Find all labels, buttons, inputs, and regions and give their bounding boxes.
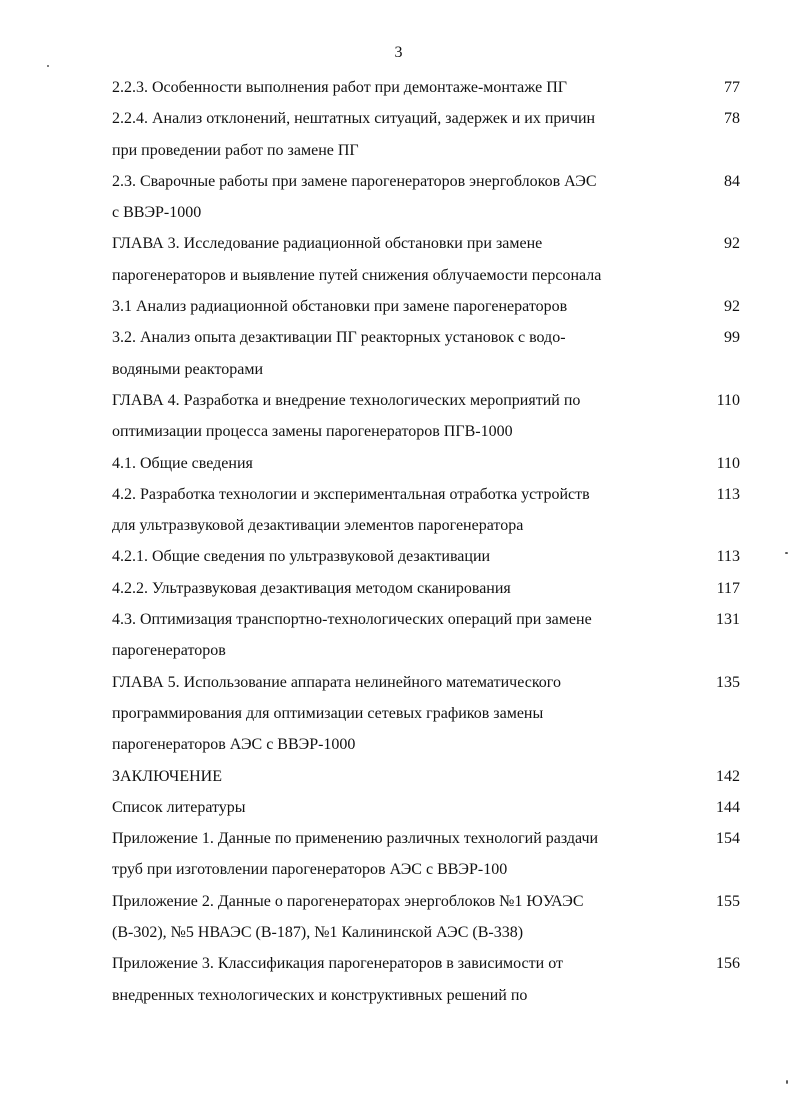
toc-entry-title	[112, 479, 704, 542]
toc-entry-title	[112, 166, 704, 229]
toc-entry-title	[112, 761, 704, 792]
toc-entry-line: 4.3. Оптимизация транспортно-технологических операций при замене	[112, 611, 592, 629]
toc-entry-line: при проведении работ по замене ПГ	[112, 141, 359, 159]
toc-entry	[112, 166, 740, 229]
toc-entry-page: 110	[716, 391, 740, 409]
toc-entry-page: 142	[716, 767, 740, 785]
toc-entry-line: для ультразвуковой дезактивации элементов парогенератора	[112, 517, 524, 535]
toc-entry-line: 4.2.2. Ультразвуковая дезактивация методом сканирования	[112, 579, 511, 597]
toc-entry-page: 117	[716, 579, 740, 597]
toc-entry-line: ГЛАВА 5. Использование аппарата нелинейного математического	[112, 673, 561, 691]
toc-entry-title	[112, 385, 704, 448]
toc-entry-title	[112, 448, 704, 479]
toc-entry	[112, 761, 740, 792]
toc-entry-page: 92	[724, 235, 740, 253]
toc-entry-line: парогенераторов и выявление путей снижения облучаемости персонала	[112, 266, 602, 284]
table-of-contents	[112, 72, 740, 1011]
toc-entry-line: 4.1. Общие сведения	[112, 454, 253, 472]
toc-entry	[112, 792, 740, 823]
toc-entry-title	[112, 604, 704, 667]
toc-entry-page: 99	[724, 329, 740, 347]
scan-speck	[47, 65, 49, 67]
toc-entry-page: 92	[724, 298, 740, 316]
toc-entry-page: 77	[724, 79, 740, 96]
toc-entry-title	[112, 573, 704, 604]
scan-speck	[785, 552, 788, 554]
page-number: 3	[394, 44, 403, 61]
toc-entry-page: 110	[716, 454, 740, 472]
toc-entry-line: Список литературы	[112, 798, 246, 816]
toc-entry-line: 2.3. Сварочные работы при замене парогенераторов энергоблоков АЭС	[112, 172, 597, 190]
toc-entry-line: внедренных технологических и конструктивных решений по	[112, 986, 528, 1004]
toc-entry-line: парогенераторов	[112, 642, 226, 660]
toc-entry-title	[112, 322, 704, 385]
toc-entry-title	[112, 667, 704, 761]
toc-entry-line: оптимизации процесса замены парогенераторов ПГВ-1000	[112, 423, 513, 441]
toc-entry	[112, 604, 740, 667]
toc-entry-title	[112, 823, 704, 886]
toc-entry-page: 135	[716, 673, 740, 691]
toc-entry-page: 84	[724, 172, 740, 190]
toc-entry	[112, 479, 740, 542]
toc-entry-title	[112, 886, 704, 949]
toc-entry-line: парогенераторов АЭС с ВВЭР-1000	[112, 736, 356, 754]
toc-entry-title	[112, 228, 704, 291]
toc-entry	[112, 573, 740, 604]
toc-entry-title	[112, 948, 704, 1011]
toc-entry	[112, 886, 740, 949]
toc-entry-page: 113	[716, 485, 740, 503]
toc-entry	[112, 948, 740, 1011]
toc-entry	[112, 667, 740, 761]
toc-entry-line: 4.2.1. Общие сведения по ультразвуковой дезактивации	[112, 548, 491, 566]
toc-entry-line: ЗАКЛЮЧЕНИЕ	[112, 767, 222, 785]
toc-entry	[112, 541, 740, 572]
toc-entry	[112, 823, 740, 886]
toc-entry-page: 78	[724, 110, 740, 128]
toc-entry-page: 113	[716, 548, 740, 566]
toc-entry-line: (В-302), №5 НВАЭС (В-187), №1 Калининской АЭС (В-338)	[112, 924, 524, 942]
toc-entry-page: 156	[716, 955, 740, 973]
toc-entry-line: с ВВЭР-1000	[112, 204, 202, 222]
toc-entry-line: водяными реакторами	[112, 360, 264, 378]
toc-entry-page: 131	[716, 611, 740, 629]
toc-entry-title	[112, 792, 704, 823]
toc-entry-line: Приложение 1. Данные по применению различных технологий раздачи	[112, 830, 599, 848]
toc-entry-title	[112, 103, 704, 166]
toc-entry-title	[112, 541, 704, 572]
toc-entry-page: 144	[716, 798, 740, 816]
toc-entry-line: Приложение 3. Классификация парогенераторов в зависимости от	[112, 955, 563, 973]
toc-entry	[112, 322, 740, 385]
scan-speck	[786, 1080, 788, 1084]
toc-entry-line: программирования для оптимизации сетевых графиков замены	[112, 704, 544, 722]
toc-entry-line: Приложение 2. Данные о парогенераторах энергоблоков №1 ЮУАЭС	[112, 892, 584, 910]
toc-entry-line: 3.1 Анализ радиационной обстановки при замене парогенераторов	[112, 298, 568, 316]
toc-entry-line: труб при изготовлении парогенераторов АЭС с ВВЭР-100	[112, 861, 508, 879]
toc-entry-line: 2.2.4. Анализ отклонений, нештатных ситуаций, задержек и их причин	[112, 110, 596, 128]
toc-entry-line: 2.2.3. Особенности выполнения работ при демонтаже-монтаже ПГ	[112, 79, 568, 96]
toc-entry	[112, 103, 740, 166]
toc-entry	[112, 72, 740, 103]
toc-entry-page: 154	[716, 830, 740, 848]
toc-entry-line: ГЛАВА 4. Разработка и внедрение технологических мероприятий по	[112, 391, 581, 409]
toc-entry	[112, 228, 740, 291]
toc-entry-title	[112, 291, 704, 322]
toc-entry	[112, 291, 740, 322]
toc-entry	[112, 385, 740, 448]
toc-entry-page: 155	[716, 892, 740, 910]
toc-entry-line: 4.2. Разработка технологии и экспериментальная отработка устройств	[112, 485, 590, 503]
toc-entry	[112, 448, 740, 479]
toc-entry-title	[112, 72, 704, 103]
toc-entry-line: ГЛАВА 3. Исследование радиационной обстановки при замене	[112, 235, 543, 253]
toc-entry-line: 3.2. Анализ опыта дезактивации ПГ реакторных установок с водо-	[112, 329, 566, 347]
